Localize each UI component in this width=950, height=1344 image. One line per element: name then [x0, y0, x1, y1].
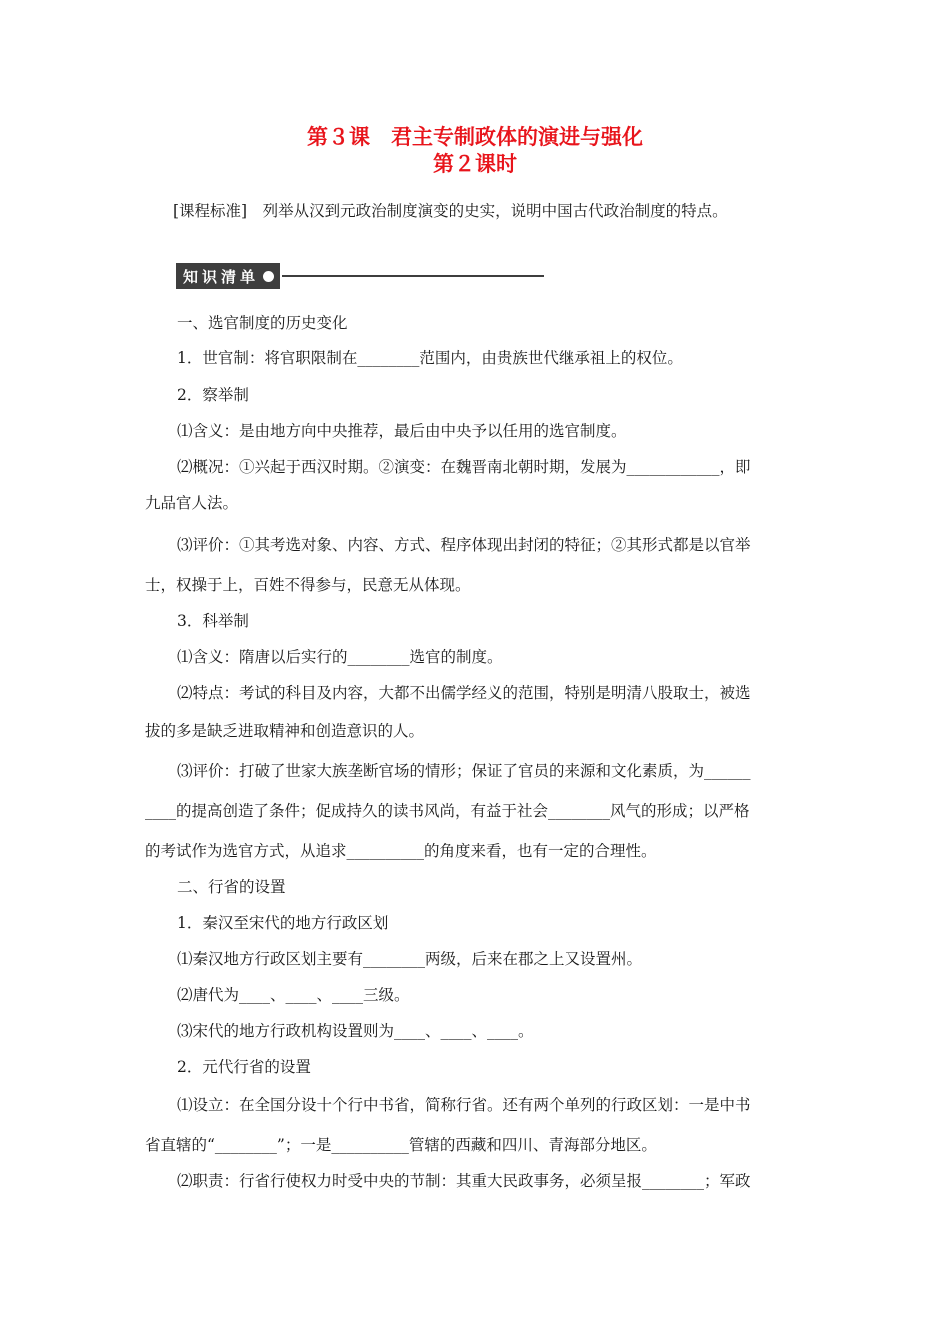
text-line: 1．世官制：将官职限制在________范围内，由贵族世代继承祖上的权位。 [177, 349, 683, 367]
text-line: ⑴秦汉地方行政区划主要有________两级，后来在郡之上又设置州。 [177, 950, 643, 968]
lesson-title: 第３课 君主专制政体的演进与强化 [307, 125, 643, 149]
text-line: ⑵特点：考试的科目及内容，大都不出儒学经义的范围，特别是明清八股取士，被选 [177, 684, 751, 702]
text-line: ⑵唐代为____、____、____三级。 [177, 986, 410, 1004]
section-banner [176, 262, 544, 290]
text-line: 省直辖的“________”；一是__________管辖的西藏和四川、青海部分地区。 [145, 1136, 657, 1154]
heading-province-system: 二、行省的设置 [177, 878, 286, 896]
subheading-qin-han-song: 1．秦汉至宋代的地方行政区划 [177, 914, 389, 932]
text-line: 士，权操于上，百姓不得参与，民意无从体现。 [145, 576, 471, 594]
text-line: ⑴设立：在全国分设十个行中书省，简称行省。还有两个单列的行政区划：一是中书 [177, 1096, 751, 1114]
text-line: ⑴含义：是由地方向中央推荐，最后由中央予以任用的选官制度。 [177, 422, 627, 440]
text-line: ⑴含义：隋唐以后实行的________选官的制度。 [177, 648, 503, 666]
text-line: 九品官人法。 [145, 494, 239, 512]
subheading-chaju: 2．察举制 [177, 386, 249, 404]
bullet-dot-icon [263, 271, 274, 282]
subheading-keju: 3．科举制 [177, 612, 249, 630]
text-line: 的考试作为选官方式，从追求__________的角度来看，也有一定的合理性。 [145, 842, 657, 860]
lesson-subtitle: 第２课时 [433, 152, 517, 176]
text-line: ⑶评价：①其考选对象、内容、方式、程序体现出封闭的特征；②其形式都是以官举 [177, 536, 751, 554]
text-line: ____的提高创造了条件；促成持久的读书风尚，有益于社会________风气的形成；以严格 [145, 802, 750, 820]
curriculum-standard: [课程标准] 列举从汉到元政治制度演变的史实，说明中国古代政治制度的特点。 [173, 202, 728, 220]
text-line: ⑶评价：打破了世家大族垄断官场的情形；保证了官员的来源和文化素质，为______ [177, 762, 751, 780]
section-banner-label: 知识清单 [183, 267, 260, 286]
section-divider [282, 275, 544, 277]
text-line: ⑵职责：行省行使权力时受中央的节制：其重大民政事务，必须呈报________；军政 [177, 1172, 751, 1190]
text-line: ⑵概况：①兴起于西汉时期。②演变：在魏晋南北朝时期，发展为____________，即 [177, 458, 751, 476]
section-banner-box [176, 263, 280, 289]
subheading-yuan-province: 2．元代行省的设置 [177, 1058, 311, 1076]
text-line: 拔的多是缺乏进取精神和创造意识的人。 [145, 722, 425, 740]
text-line: ⑶宋代的地方行政机构设置则为____、____、____。 [177, 1022, 534, 1040]
heading-selection-system: 一、选官制度的历史变化 [177, 314, 348, 332]
